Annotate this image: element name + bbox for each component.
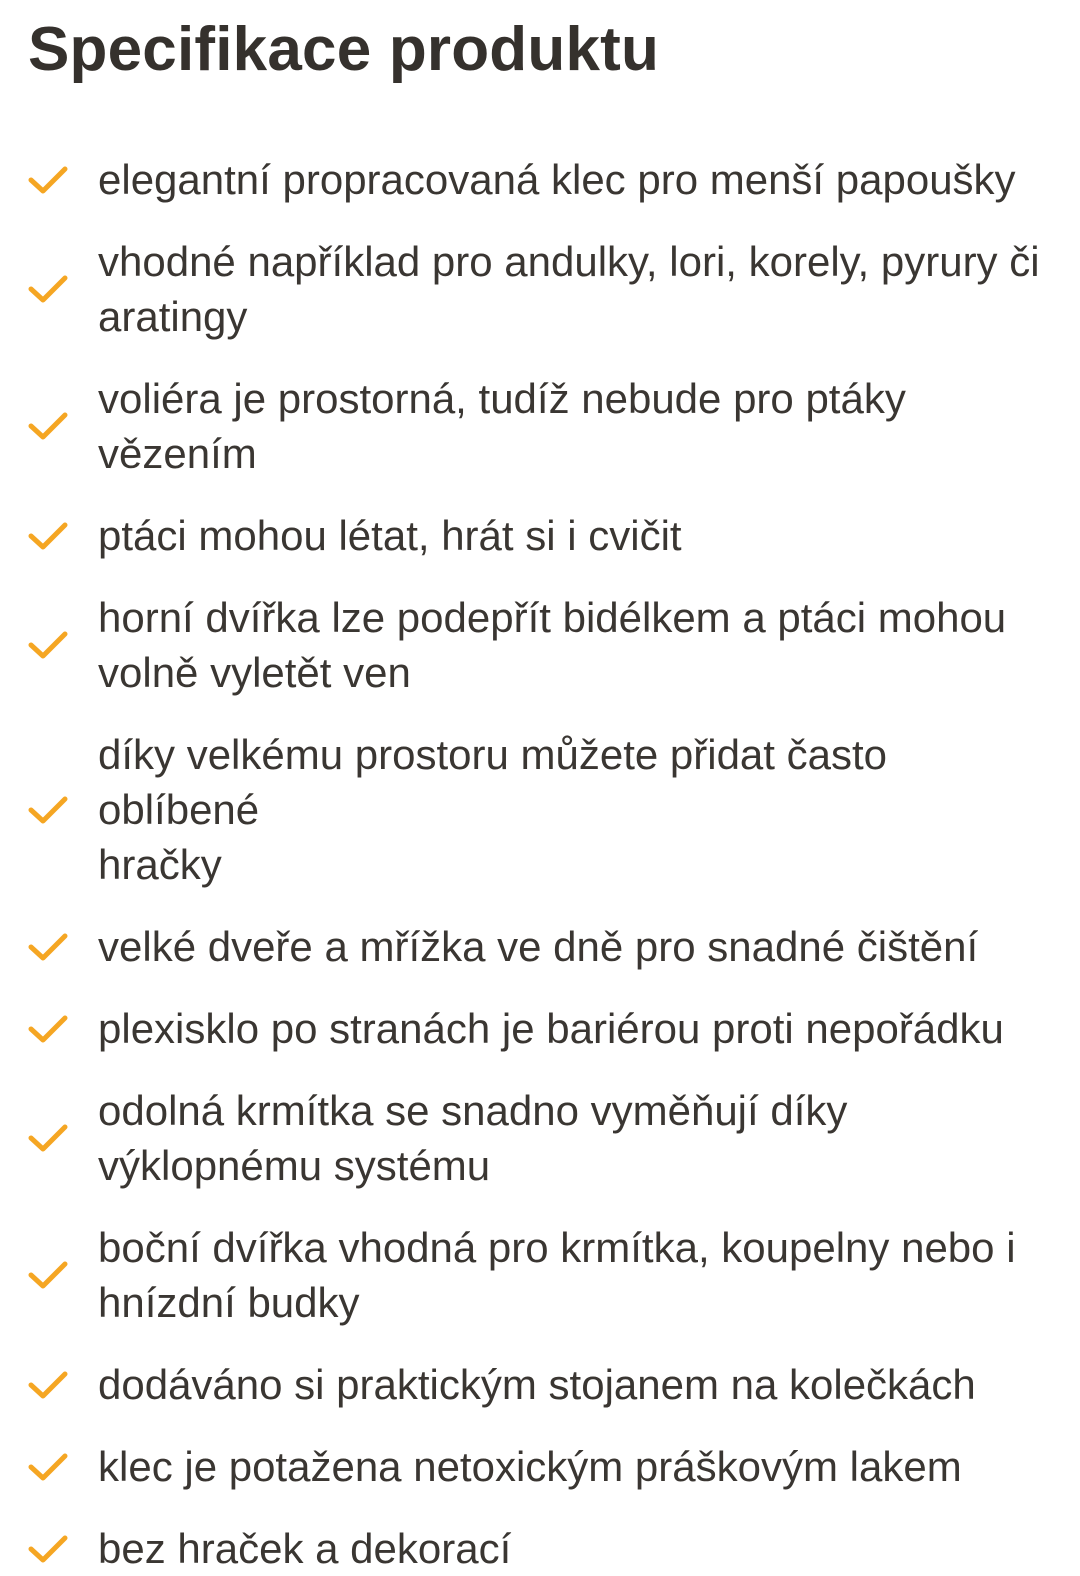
spec-item-text: horní dvířka lze podepřít bidélkem a ptáci mohou volně vyletět ven [98, 594, 1007, 696]
check-icon [28, 629, 68, 661]
check-icon [28, 164, 68, 196]
check-icon [28, 273, 68, 305]
spec-item-13 [28, 1521, 1052, 1576]
check-icon [28, 1259, 68, 1291]
check-icon [28, 1122, 68, 1154]
page-title: Specifikace produktu [28, 15, 660, 84]
check-icon [28, 794, 68, 826]
spec-item-text: dodáváno si praktickým stojanem na kolečkách [98, 1361, 976, 1408]
spec-item-text: voliéra je prostorná, tudíž nebude pro ptáky vězením [98, 375, 906, 477]
spec-item-text: vhodné například pro andulky, lori, korely, pyrury či aratingy [98, 238, 1040, 340]
spec-item-text: díky velkému prostoru můžete přidat často oblíbené hračky [98, 731, 888, 888]
spec-item-text: klec je potažena netoxickým práškovým lakem [98, 1443, 962, 1490]
spec-list [28, 152, 1052, 1576]
spec-item-3 [28, 371, 1052, 481]
check-icon [28, 410, 68, 442]
spec-item-text: elegantní propracovaná klec pro menší papoušky [98, 156, 1016, 203]
check-icon [28, 520, 68, 552]
spec-item-text: boční dvířka vhodná pro krmítka, koupelny nebo i hnízdní budky [98, 1224, 1016, 1326]
spec-item-5 [28, 590, 1052, 700]
spec-item-9 [28, 1083, 1052, 1193]
spec-item-10 [28, 1220, 1052, 1330]
spec-item-12 [28, 1439, 1052, 1494]
spec-item-text: plexisklo po stranách je bariérou proti nepořádku [98, 1005, 1004, 1052]
spec-item-4 [28, 508, 1052, 563]
check-icon [28, 1013, 68, 1045]
spec-item-1 [28, 152, 1052, 207]
spec-item-6 [28, 727, 1052, 892]
spec-item-7 [28, 919, 1052, 974]
spec-item-11 [28, 1357, 1052, 1412]
spec-item-text: odolná krmítka se snadno vyměňují díky výklopnému systému [98, 1087, 848, 1189]
spec-item-8 [28, 1001, 1052, 1056]
spec-item-text: bez hraček a dekorací [98, 1525, 512, 1572]
spec-item-text: ptáci mohou létat, hrát si i cvičit [98, 512, 682, 559]
check-icon [28, 1369, 68, 1401]
check-icon [28, 1451, 68, 1483]
spec-item-2 [28, 234, 1052, 344]
spec-item-text: velké dveře a mřížka ve dně pro snadné čištění [98, 923, 979, 970]
check-icon [28, 931, 68, 963]
